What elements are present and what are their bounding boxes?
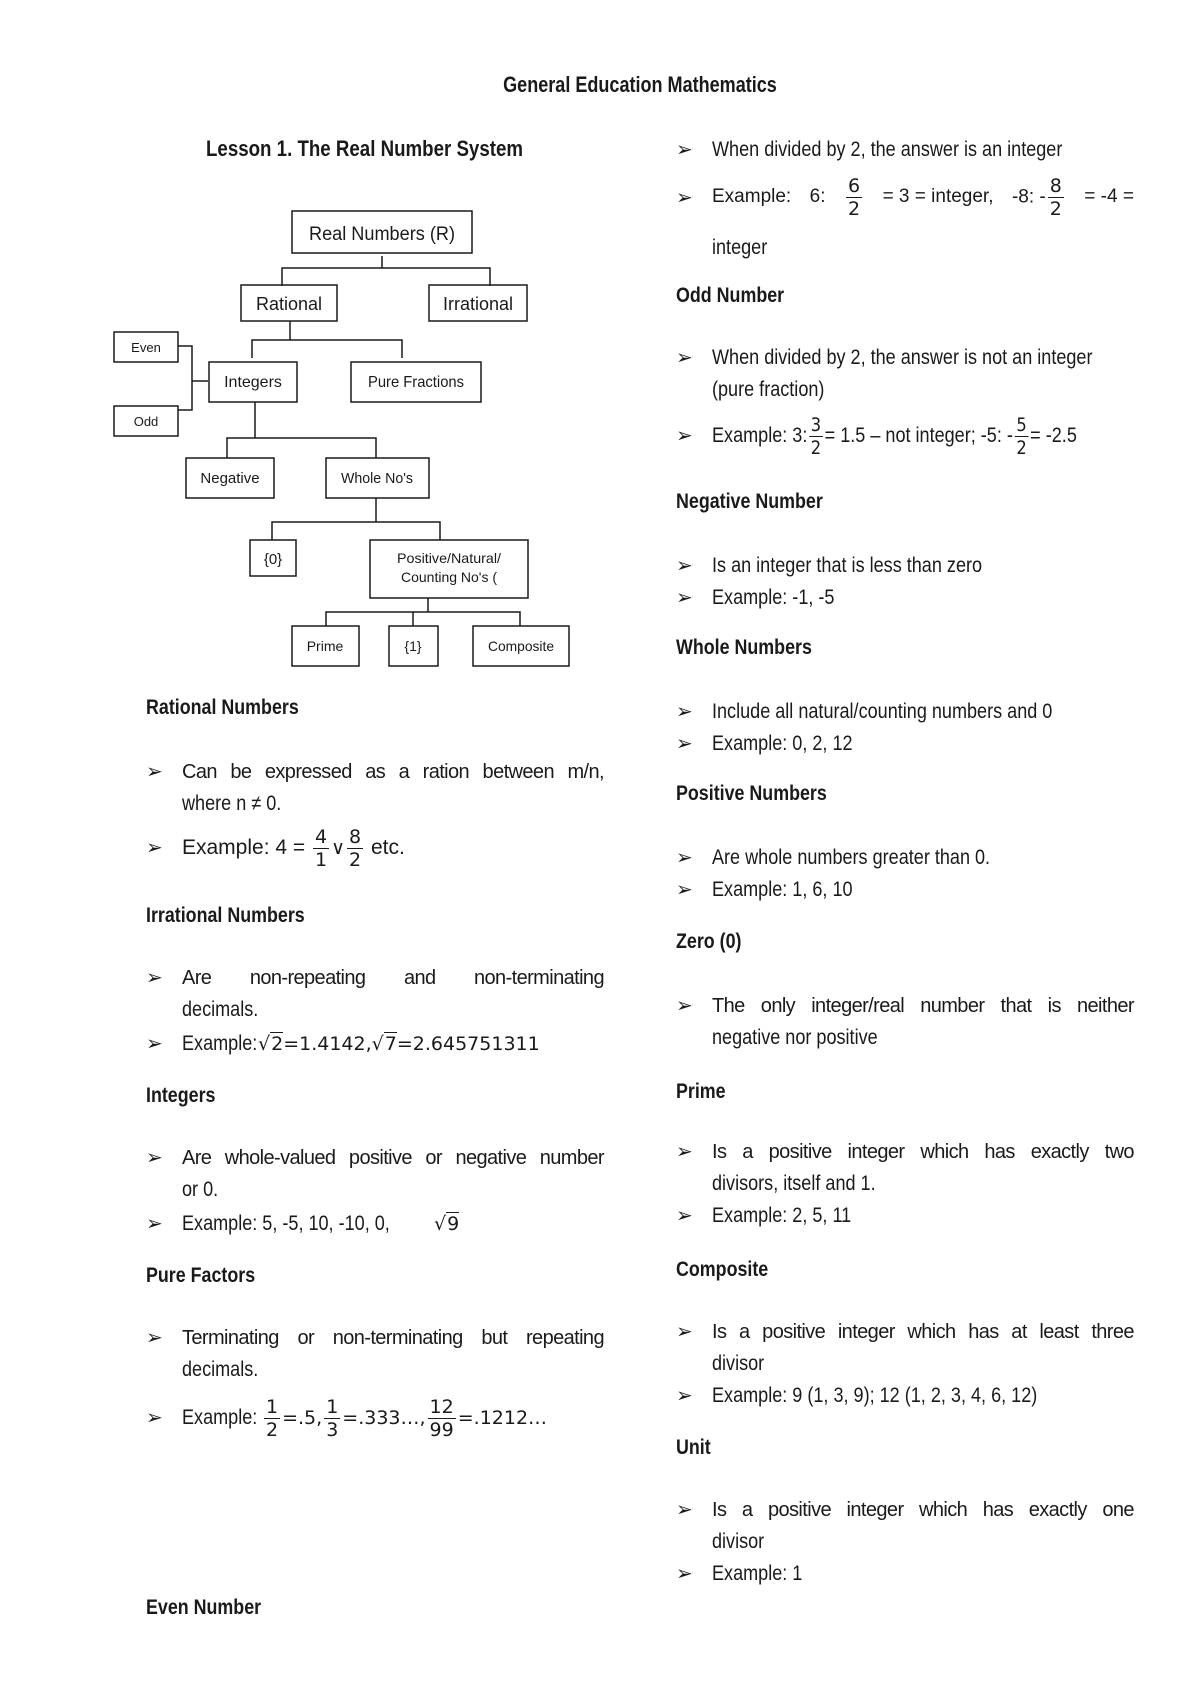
- bullet-arrow-icon: ➢: [676, 1205, 693, 1227]
- bullet-arrow-icon: ➢: [146, 1147, 163, 1169]
- positive-bullet-1: [676, 842, 1134, 874]
- bullet-arrow-icon: ➢: [676, 425, 693, 447]
- even-bullet-2: [676, 168, 1134, 264]
- radicand: 2: [271, 1033, 284, 1055]
- fraction-denominator: 2: [810, 436, 822, 459]
- rational-label: Rational: [255, 294, 323, 314]
- line-text: [182, 818, 405, 878]
- word: has: [982, 1499, 1014, 1521]
- line-text: Example: 2, 5, 11: [712, 1204, 852, 1227]
- line-text: where n ≠ 0.: [182, 792, 282, 815]
- rational-bullet-1: [146, 756, 604, 820]
- positive-numbers-heading: Positive Numbers: [676, 782, 827, 805]
- line-text: Example: 9 (1, 3, 9); 12 (1, 2, 3, 4, 6, 12): [712, 1384, 1038, 1407]
- radicand: 9: [447, 1213, 460, 1235]
- bullet-arrow-icon: ➢: [676, 1499, 693, 1521]
- line-text: decimals.: [182, 998, 259, 1021]
- fraction-numerator: 1: [266, 1396, 279, 1418]
- unit-bullet-2: [676, 1558, 1134, 1590]
- fraction-numerator: 8: [1049, 174, 1062, 197]
- bullet-arrow-icon: ➢: [146, 967, 163, 989]
- rational-heading: Rational Numbers: [146, 696, 299, 719]
- word: and: [403, 967, 436, 989]
- word: negative: [455, 1147, 527, 1169]
- example-suffix: = -2.5: [1030, 424, 1077, 447]
- or-symbol: ∨: [331, 837, 346, 859]
- word: least: [1039, 1321, 1079, 1343]
- word: be: [230, 761, 252, 783]
- unit-bullet-1: [676, 1494, 1134, 1558]
- justified-line: [712, 990, 1134, 1022]
- irrational-label: Irrational: [442, 294, 514, 314]
- word: number: [539, 1147, 604, 1169]
- value: =.1212…: [457, 1407, 548, 1429]
- justified-line: [712, 168, 1134, 226]
- word: has: [968, 1321, 999, 1343]
- bullet-arrow-icon: ➢: [146, 1033, 163, 1055]
- word: expressed: [264, 761, 352, 783]
- bullet-arrow-icon: ➢: [676, 879, 693, 901]
- word: Is: [712, 1141, 727, 1163]
- fraction: [428, 1396, 456, 1441]
- line-text: Example: 1, 6, 10: [712, 878, 853, 901]
- word: one: [1102, 1499, 1134, 1521]
- fraction: [1015, 414, 1029, 459]
- word: whole-valued: [224, 1147, 336, 1169]
- justified-line: [712, 1494, 1134, 1526]
- fraction: [1048, 175, 1064, 220]
- even-bullet-1: [676, 134, 1134, 166]
- fraction-numerator: 5: [1016, 413, 1027, 436]
- bullet-arrow-icon: ➢: [676, 1563, 693, 1585]
- pure-factors-bullet-1: [146, 1322, 604, 1386]
- bullet-arrow-icon: ➢: [676, 555, 693, 577]
- composite-bullet-1: [676, 1316, 1134, 1380]
- word: integer: [837, 1321, 895, 1343]
- word: between: [482, 761, 554, 783]
- word: Terminating: [182, 1327, 279, 1349]
- negative-label: Negative: [200, 470, 260, 487]
- example-prefix: Example:: [712, 186, 792, 207]
- line-text: Is an integer that is less than zero: [712, 554, 983, 577]
- word: neither: [1077, 995, 1134, 1017]
- fraction: [347, 826, 363, 871]
- prime-bullet-2: [676, 1200, 1134, 1232]
- word: three: [1091, 1321, 1134, 1343]
- irrational-bullet-2: [146, 1028, 604, 1060]
- prime-heading: Prime: [676, 1080, 726, 1103]
- value: = -4 =: [1084, 186, 1134, 207]
- whole-numbers-heading: Whole Numbers: [676, 636, 812, 659]
- fraction-denominator: 99: [429, 1419, 454, 1441]
- word: at: [1011, 1321, 1027, 1343]
- composite-label: Composite: [488, 638, 555, 654]
- word: which: [907, 1321, 956, 1343]
- word: ration: [422, 761, 470, 783]
- fraction: [324, 1396, 340, 1441]
- lesson-title: Lesson 1. The Real Number System: [206, 136, 523, 161]
- integers-label: Integers: [224, 374, 282, 391]
- word: a: [739, 1321, 750, 1343]
- irrational-bullet-1: [146, 962, 604, 1026]
- bullet-arrow-icon: ➢: [676, 847, 693, 869]
- example-suffix: etc.: [370, 836, 405, 859]
- word: which: [920, 1141, 969, 1163]
- bullet-arrow-icon: ➢: [676, 587, 693, 609]
- fraction-numerator: 12: [429, 1396, 454, 1418]
- odd-bullet-1: [676, 342, 1134, 406]
- word: The: [712, 995, 745, 1017]
- bullet-arrow-icon: ➢: [676, 733, 693, 755]
- line-text: Example: 0, 2, 12: [712, 732, 853, 755]
- fraction-denominator: 2: [1049, 197, 1062, 220]
- value: =2.645751311: [396, 1033, 540, 1055]
- integers-heading: Integers: [146, 1084, 216, 1107]
- bullet-arrow-icon: ➢: [676, 1141, 693, 1163]
- line-text: [712, 408, 1077, 464]
- word: exactly: [1030, 1141, 1089, 1163]
- pure-factors-bullet-2: [146, 1390, 604, 1446]
- value: [1012, 175, 1066, 220]
- word: integer: [846, 1499, 904, 1521]
- negative-number-heading: Negative Number: [676, 490, 823, 513]
- fraction-expression: [262, 1396, 548, 1441]
- fraction-numerator: 6: [848, 174, 861, 197]
- word: exactly: [1028, 1499, 1087, 1521]
- word: a: [398, 761, 410, 783]
- line-text: decimals.: [182, 1358, 259, 1381]
- word: Can: [182, 761, 217, 783]
- bullet-arrow-icon: ➢: [676, 1321, 693, 1343]
- line-text: integer: [712, 236, 768, 259]
- word: which: [919, 1499, 968, 1521]
- value: =1.4142: [283, 1033, 366, 1055]
- word: non-repeating: [249, 967, 366, 989]
- value: = 3 = integer,: [882, 186, 994, 207]
- real-numbers-label: Real Numbers (R): [309, 224, 455, 245]
- example-prefix: Example: 4 =: [182, 836, 306, 859]
- pure-factors-heading: Pure Factors: [146, 1264, 256, 1287]
- fraction: [313, 826, 329, 871]
- one-label: {1}: [404, 638, 422, 654]
- bullet-arrow-icon: ➢: [676, 139, 693, 161]
- bullet-arrow-icon: ➢: [146, 1327, 163, 1349]
- line-text: Include all natural/counting numbers and 0: [712, 700, 1053, 723]
- word: positive: [762, 1321, 826, 1343]
- value: 6:: [809, 186, 826, 207]
- odd-bullet-2: [676, 408, 1152, 464]
- word: integer/real: [811, 995, 905, 1017]
- example-prefix: Example: 3:: [712, 424, 808, 447]
- justified-line: [712, 1136, 1134, 1168]
- example-prefix: Example:: [182, 1406, 258, 1429]
- bullet-arrow-icon: ➢: [676, 701, 693, 723]
- fraction-numerator: 3: [810, 413, 822, 436]
- word: a: [741, 1499, 753, 1521]
- whole-numbers-label: Whole No's: [341, 470, 413, 487]
- justified-line: [712, 1316, 1134, 1348]
- document-title: General Education Mathematics: [503, 72, 777, 97]
- zero-heading: Zero (0): [676, 930, 742, 953]
- word: or: [425, 1147, 442, 1169]
- bullet-arrow-icon: ➢: [676, 995, 693, 1017]
- word: positive: [348, 1147, 412, 1169]
- value: =.5,: [282, 1407, 323, 1429]
- line-text: Example: -1, -5: [712, 586, 835, 609]
- composite-heading: Composite: [676, 1258, 769, 1281]
- word: only: [760, 995, 796, 1017]
- fraction: [846, 175, 862, 220]
- even-number-heading: Even Number: [146, 1596, 262, 1619]
- bullet-arrow-icon: ➢: [146, 837, 163, 859]
- fraction-denominator: 2: [1016, 436, 1027, 459]
- fraction-numerator: 4: [315, 825, 328, 848]
- word: or: [297, 1327, 315, 1349]
- pure-fractions-label: Pure Fractions: [368, 374, 464, 391]
- justified-line: [182, 962, 604, 994]
- bullet-arrow-icon: ➢: [146, 1213, 163, 1235]
- word: m/n,: [567, 761, 604, 783]
- whole-bullet-2: [676, 728, 1134, 760]
- word: Are: [182, 1147, 212, 1169]
- word: number: [920, 995, 985, 1017]
- whole-bullet-1: [676, 696, 1134, 728]
- value: =.333…,: [342, 1407, 426, 1429]
- integers-bullet-2: [146, 1208, 604, 1240]
- word: is: [1047, 995, 1061, 1017]
- line-text: divisor: [712, 1530, 765, 1553]
- line-text: or 0.: [182, 1178, 219, 1201]
- bullet-arrow-icon: ➢: [676, 347, 693, 369]
- word: but: [481, 1327, 508, 1349]
- real-number-tree-diagram: [0, 0, 620, 680]
- line-text: divisor: [712, 1352, 765, 1375]
- word: non-terminating: [332, 1327, 463, 1349]
- value-text: -8: -: [1011, 186, 1046, 208]
- word: a: [742, 1141, 753, 1163]
- fraction: [264, 1396, 280, 1441]
- example-middle: = 1.5 – not integer; -5: -: [824, 424, 1013, 447]
- bullet-arrow-icon: ➢: [146, 1407, 163, 1429]
- word: integer: [847, 1141, 905, 1163]
- radicand: 7: [384, 1033, 397, 1055]
- sqrt-expression: √2=1.4142,√7=2.645751311: [258, 1033, 540, 1055]
- word: that: [1000, 995, 1032, 1017]
- word: Is: [712, 1499, 727, 1521]
- fraction-denominator: 2: [848, 197, 861, 220]
- odd-number-heading: Odd Number: [676, 284, 785, 307]
- positive-label-line2: Counting No's (: [401, 569, 498, 585]
- negative-bullet-1: [676, 550, 1134, 582]
- positive-bullet-2: [676, 874, 1134, 906]
- justified-line: [182, 756, 604, 788]
- example-prefix: Example: 5, -5, 10, -10, 0,: [182, 1212, 390, 1235]
- justified-line: [182, 1142, 604, 1174]
- fraction: [809, 414, 823, 459]
- word: Are: [182, 967, 212, 989]
- example-prefix: Example:: [182, 1032, 258, 1055]
- integers-bullet-1: [146, 1142, 604, 1206]
- line-text: When divided by 2, the answer is not an integer: [712, 346, 1093, 369]
- word: positive: [768, 1141, 832, 1163]
- word: Is: [712, 1321, 727, 1343]
- word: repeating: [525, 1327, 604, 1349]
- fraction-denominator: 1: [315, 848, 328, 871]
- unit-heading: Unit: [676, 1436, 711, 1459]
- word: two: [1104, 1141, 1134, 1163]
- line-text: (pure fraction): [712, 378, 825, 401]
- composite-bullet-2: [676, 1380, 1134, 1412]
- justified-line: [182, 1322, 604, 1354]
- word: positive: [767, 1499, 831, 1521]
- word: as: [365, 761, 386, 783]
- irrational-heading: Irrational Numbers: [146, 904, 305, 927]
- zero-label: {0}: [263, 551, 283, 568]
- word: non-terminating: [474, 967, 604, 989]
- prime-label: Prime: [306, 638, 344, 654]
- even-label: Even: [131, 340, 161, 355]
- fraction-numerator: 1: [326, 1396, 339, 1418]
- fraction-denominator: 3: [326, 1419, 339, 1441]
- sqrt-expression: √9: [434, 1213, 460, 1235]
- negative-bullet-2: [676, 582, 1134, 614]
- line-text: negative nor positive: [712, 1026, 878, 1049]
- bullet-arrow-icon: ➢: [676, 1385, 693, 1407]
- word: has: [984, 1141, 1015, 1163]
- fraction-denominator: 2: [349, 848, 362, 871]
- rational-bullet-2: [146, 818, 604, 878]
- line-text: divisors, itself and 1.: [712, 1172, 876, 1195]
- line-text: Are whole numbers greater than 0.: [712, 846, 991, 869]
- line-text: Example: 1: [712, 1562, 803, 1585]
- bullet-arrow-icon: ➢: [146, 761, 163, 783]
- fraction-denominator: 2: [266, 1419, 279, 1441]
- separator: ,: [365, 1033, 372, 1055]
- bullet-arrow-icon: ➢: [676, 187, 693, 209]
- fraction-numerator: 8: [349, 825, 362, 848]
- prime-bullet-1: [676, 1136, 1134, 1200]
- odd-label: Odd: [133, 414, 159, 429]
- zero-bullet-1: [676, 990, 1134, 1054]
- positive-label-line1: Positive/Natural/: [397, 550, 502, 566]
- line-text: When divided by 2, the answer is an integer: [712, 138, 1063, 161]
